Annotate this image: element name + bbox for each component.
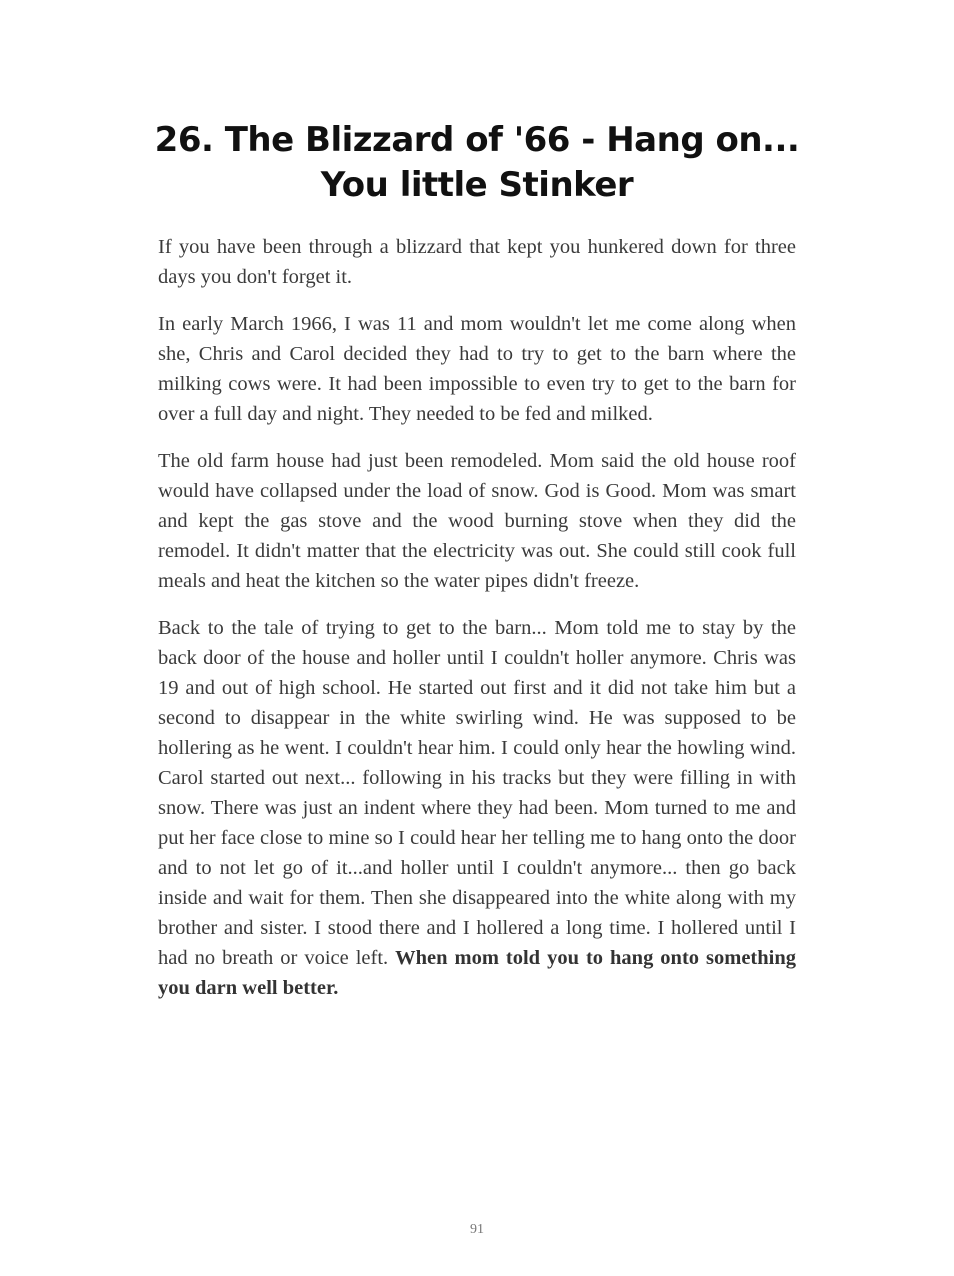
paragraph-4-emphasis: When mom told you to hang onto something you darn well better. — [158, 947, 796, 999]
paragraph-2: In early March 1966, I was 11 and mom wouldn't let me come along when she, Chris and Carol decided they had to try to get to the barn where the milking cows were. It had been impossible to even try to get to the barn for over a full day and night. They needed to be fed and milked. — [158, 313, 796, 425]
paragraph-3: The old farm house had just been remodeled. Mom said the old house roof would have collapsed under the load of snow. God is Good. Mom was smart and kept the gas stove and the wood burning stove when they did the remodel. It didn't matter that the electricity was out. She could still cook full meals and heat the kitchen so the water pipes didn't freeze. — [158, 450, 796, 592]
paragraph-1: If you have been through a blizzard that kept you hunkered down for three days you don't forget it. — [158, 236, 796, 288]
paragraph-4-text: Back to the tale of trying to get to the barn... Mom told me to stay by the back door of the house and holler until I couldn't holler anymore. Chris was 19 and out of high school. He started out first and it did not take him but a second to disappear in the white swirling wind. He was supposed to be hollering as he went. I couldn't hear him. I could only hear the howling wind. Carol started out next... following in his tracks but they were filling in with snow. There was just an indent where they had been. Mom turned to me and put her face close to mine so I could hear her telling me to hang onto the door and to not let go of it...and holler until I couldn't anymore... then go back inside and wait for them. Then she disappeared into the white along with my brother and sister. I stood there and I hollered a long time. I hollered until I had no breath or voice left. — [158, 617, 796, 969]
paragraph-4 — [158, 613, 796, 1003]
page-number: 91 — [470, 1222, 484, 1237]
chapter-title: 26. The Blizzard of '66 - Hang on... You little Stinker — [154, 120, 800, 205]
chapter-body — [158, 232, 796, 1020]
